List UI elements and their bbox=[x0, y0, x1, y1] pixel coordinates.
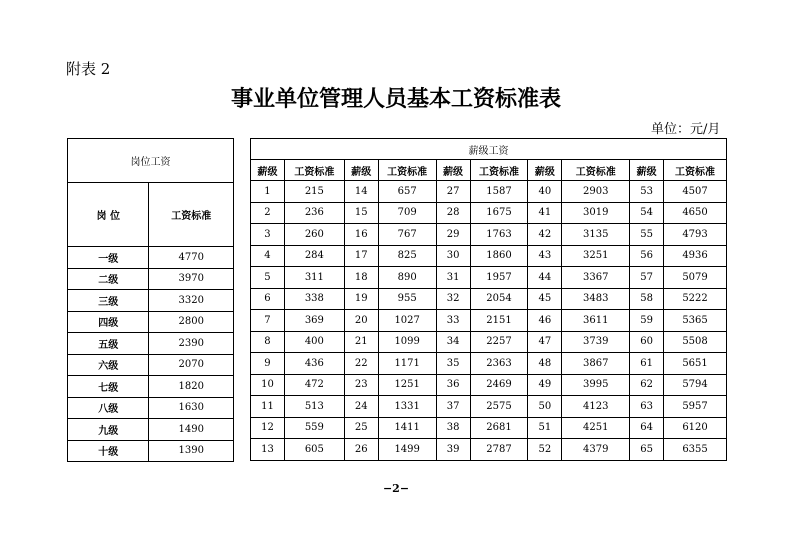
grade-salary-value: 3995 bbox=[562, 374, 630, 396]
grade-salary-value: 5508 bbox=[664, 331, 727, 353]
table-row bbox=[68, 247, 234, 269]
table-row bbox=[68, 419, 234, 441]
grade-number: 19 bbox=[344, 288, 378, 310]
position-col-header: 岗 位 bbox=[68, 183, 149, 247]
grade-number: 15 bbox=[344, 202, 378, 224]
table-row bbox=[251, 353, 727, 375]
grade-salary-value: 1411 bbox=[378, 417, 436, 439]
grade-number: 11 bbox=[251, 396, 285, 418]
grade-salary-value: 3739 bbox=[562, 331, 630, 353]
position-salary-value: 1630 bbox=[149, 397, 234, 419]
grade-number: 1 bbox=[251, 181, 285, 203]
position-standard-col-header: 工资标准 bbox=[149, 183, 234, 247]
grade-number: 20 bbox=[344, 310, 378, 332]
grade-salary-value: 6355 bbox=[664, 439, 727, 461]
table-row bbox=[251, 245, 727, 267]
position-level: 九级 bbox=[68, 419, 149, 441]
grade-number: 3 bbox=[251, 224, 285, 246]
grade-salary-value: 436 bbox=[284, 353, 344, 375]
position-level: 二级 bbox=[68, 268, 149, 290]
grade-salary-value: 1251 bbox=[378, 374, 436, 396]
table-row bbox=[251, 288, 727, 310]
position-salary-value: 4770 bbox=[149, 247, 234, 269]
grade-salary-value: 4650 bbox=[664, 202, 727, 224]
grade-number: 12 bbox=[251, 417, 285, 439]
grade-salary-value: 4123 bbox=[562, 396, 630, 418]
grade-salary-value: 311 bbox=[284, 267, 344, 289]
table-row bbox=[68, 376, 234, 398]
position-level: 七级 bbox=[68, 376, 149, 398]
grade-salary-value: 2363 bbox=[470, 353, 528, 375]
grade-col-header: 薪级 bbox=[630, 160, 664, 181]
grade-salary-value: 3135 bbox=[562, 224, 630, 246]
table-row bbox=[68, 397, 234, 419]
table-row bbox=[68, 354, 234, 376]
grade-number: 13 bbox=[251, 439, 285, 461]
grade-salary-value: 3251 bbox=[562, 245, 630, 267]
grade-col-header: 薪级 bbox=[528, 160, 562, 181]
grade-number: 63 bbox=[630, 396, 664, 418]
grade-salary-value: 4251 bbox=[562, 417, 630, 439]
table-row bbox=[68, 333, 234, 355]
grade-number: 41 bbox=[528, 202, 562, 224]
grade-salary-value: 1331 bbox=[378, 396, 436, 418]
grade-number: 31 bbox=[436, 267, 470, 289]
grade-number: 21 bbox=[344, 331, 378, 353]
grade-number: 50 bbox=[528, 396, 562, 418]
grade-number: 49 bbox=[528, 374, 562, 396]
appendix-label: 附表 2 bbox=[66, 60, 111, 78]
grade-number: 8 bbox=[251, 331, 285, 353]
grade-number: 52 bbox=[528, 439, 562, 461]
grade-salary-value: 4936 bbox=[664, 245, 727, 267]
grade-salary-value: 3611 bbox=[562, 310, 630, 332]
grade-number: 25 bbox=[344, 417, 378, 439]
grade-number: 61 bbox=[630, 353, 664, 375]
grade-salary-value: 5794 bbox=[664, 374, 727, 396]
position-level: 三级 bbox=[68, 290, 149, 312]
grade-number: 28 bbox=[436, 202, 470, 224]
position-salary-value: 2800 bbox=[149, 311, 234, 333]
grade-salary-value: 5079 bbox=[664, 267, 727, 289]
grade-salary-value: 3483 bbox=[562, 288, 630, 310]
grade-number: 45 bbox=[528, 288, 562, 310]
grade-number: 58 bbox=[630, 288, 664, 310]
grade-number: 47 bbox=[528, 331, 562, 353]
grade-salary-value: 3019 bbox=[562, 202, 630, 224]
grade-salary-value: 513 bbox=[284, 396, 344, 418]
grade-number: 36 bbox=[436, 374, 470, 396]
position-salary-value: 3320 bbox=[149, 290, 234, 312]
grade-salary-value: 2469 bbox=[470, 374, 528, 396]
position-salary-value: 1490 bbox=[149, 419, 234, 441]
position-level: 十级 bbox=[68, 440, 149, 462]
grade-number: 34 bbox=[436, 331, 470, 353]
grade-number: 57 bbox=[630, 267, 664, 289]
grade-salary-value: 3867 bbox=[562, 353, 630, 375]
grade-number: 6 bbox=[251, 288, 285, 310]
grade-salary-value: 236 bbox=[284, 202, 344, 224]
grade-number: 4 bbox=[251, 245, 285, 267]
grade-number: 14 bbox=[344, 181, 378, 203]
grade-salary-value: 1587 bbox=[470, 181, 528, 203]
grade-salary-value: 1171 bbox=[378, 353, 436, 375]
grade-number: 54 bbox=[630, 202, 664, 224]
grade-salary-value: 1499 bbox=[378, 439, 436, 461]
grade-salary-value: 1099 bbox=[378, 331, 436, 353]
grade-number: 59 bbox=[630, 310, 664, 332]
position-level: 八级 bbox=[68, 397, 149, 419]
page-title: 事业单位管理人员基本工资标准表 bbox=[230, 86, 561, 112]
grade-number: 22 bbox=[344, 353, 378, 375]
grade-number: 5 bbox=[251, 267, 285, 289]
grade-number: 51 bbox=[528, 417, 562, 439]
grade-salary-value: 2903 bbox=[562, 181, 630, 203]
grade-salary-value: 4379 bbox=[562, 439, 630, 461]
grade-number: 40 bbox=[528, 181, 562, 203]
grade-number: 17 bbox=[344, 245, 378, 267]
table-row bbox=[251, 439, 727, 461]
grade-number: 65 bbox=[630, 439, 664, 461]
grade-salary-value: 284 bbox=[284, 245, 344, 267]
grade-number: 33 bbox=[436, 310, 470, 332]
table-row bbox=[251, 310, 727, 332]
grade-salary-value: 825 bbox=[378, 245, 436, 267]
position-salary-value: 1820 bbox=[149, 376, 234, 398]
position-level: 五级 bbox=[68, 333, 149, 355]
grade-salary-value: 605 bbox=[284, 439, 344, 461]
grade-number: 30 bbox=[436, 245, 470, 267]
grade-salary-value: 2681 bbox=[470, 417, 528, 439]
grade-number: 10 bbox=[251, 374, 285, 396]
grade-number: 2 bbox=[251, 202, 285, 224]
position-level: 六级 bbox=[68, 354, 149, 376]
grade-standard-col-header: 工资标准 bbox=[284, 160, 344, 181]
position-salary-value: 2390 bbox=[149, 333, 234, 355]
grade-salary-value: 215 bbox=[284, 181, 344, 203]
grade-number: 29 bbox=[436, 224, 470, 246]
grade-salary-value: 559 bbox=[284, 417, 344, 439]
grade-table-header: 薪级工资 bbox=[251, 139, 727, 160]
grade-standard-col-header: 工资标准 bbox=[470, 160, 528, 181]
grade-number: 27 bbox=[436, 181, 470, 203]
grade-salary-value: 2054 bbox=[470, 288, 528, 310]
grade-number: 32 bbox=[436, 288, 470, 310]
grade-salary-value: 890 bbox=[378, 267, 436, 289]
grade-number: 26 bbox=[344, 439, 378, 461]
grade-number: 7 bbox=[251, 310, 285, 332]
table-row bbox=[251, 396, 727, 418]
grade-number: 60 bbox=[630, 331, 664, 353]
grade-number: 42 bbox=[528, 224, 562, 246]
table-row bbox=[251, 374, 727, 396]
grade-salary-value: 472 bbox=[284, 374, 344, 396]
grade-salary-value: 5365 bbox=[664, 310, 727, 332]
grade-number: 23 bbox=[344, 374, 378, 396]
grade-salary-value: 4507 bbox=[664, 181, 727, 203]
grade-number: 62 bbox=[630, 374, 664, 396]
table-row bbox=[251, 267, 727, 289]
grade-standard-col-header: 工资标准 bbox=[664, 160, 727, 181]
grade-salary-value: 1027 bbox=[378, 310, 436, 332]
table-row bbox=[68, 440, 234, 462]
position-level: 一级 bbox=[68, 247, 149, 269]
position-salary-value: 1390 bbox=[149, 440, 234, 462]
table-row bbox=[251, 331, 727, 353]
grade-standard-col-header: 工资标准 bbox=[562, 160, 630, 181]
grade-number: 24 bbox=[344, 396, 378, 418]
position-table-header: 岗位工资 bbox=[68, 139, 234, 183]
table-row bbox=[68, 268, 234, 290]
grade-number: 56 bbox=[630, 245, 664, 267]
grade-number: 39 bbox=[436, 439, 470, 461]
grade-salary-value: 369 bbox=[284, 310, 344, 332]
grade-salary-value: 5651 bbox=[664, 353, 727, 375]
grade-salary-value: 955 bbox=[378, 288, 436, 310]
grade-number: 64 bbox=[630, 417, 664, 439]
grade-salary-table bbox=[250, 138, 727, 461]
grade-number: 16 bbox=[344, 224, 378, 246]
grade-number: 44 bbox=[528, 267, 562, 289]
page-number: −2− bbox=[382, 482, 410, 495]
grade-col-header: 薪级 bbox=[344, 160, 378, 181]
grade-number: 35 bbox=[436, 353, 470, 375]
grade-number: 18 bbox=[344, 267, 378, 289]
grade-number: 53 bbox=[630, 181, 664, 203]
table-row bbox=[68, 290, 234, 312]
grade-salary-value: 5222 bbox=[664, 288, 727, 310]
position-salary-value: 3970 bbox=[149, 268, 234, 290]
table-row bbox=[68, 311, 234, 333]
grade-salary-value: 1957 bbox=[470, 267, 528, 289]
grade-salary-value: 260 bbox=[284, 224, 344, 246]
grade-salary-value: 338 bbox=[284, 288, 344, 310]
table-row bbox=[251, 417, 727, 439]
grade-salary-value: 400 bbox=[284, 331, 344, 353]
grade-number: 46 bbox=[528, 310, 562, 332]
grade-salary-value: 767 bbox=[378, 224, 436, 246]
grade-salary-value: 2257 bbox=[470, 331, 528, 353]
grade-salary-value: 709 bbox=[378, 202, 436, 224]
position-salary-table bbox=[67, 138, 234, 462]
grade-col-header: 薪级 bbox=[251, 160, 285, 181]
unit-label: 单位：元/月 bbox=[651, 122, 721, 137]
grade-salary-value: 2151 bbox=[470, 310, 528, 332]
grade-salary-value: 4793 bbox=[664, 224, 727, 246]
grade-standard-col-header: 工资标准 bbox=[378, 160, 436, 181]
grade-number: 38 bbox=[436, 417, 470, 439]
grade-salary-value: 2575 bbox=[470, 396, 528, 418]
grade-number: 37 bbox=[436, 396, 470, 418]
table-row bbox=[251, 181, 727, 203]
grade-salary-value: 6120 bbox=[664, 417, 727, 439]
position-level: 四级 bbox=[68, 311, 149, 333]
grade-number: 55 bbox=[630, 224, 664, 246]
grade-salary-value: 1763 bbox=[470, 224, 528, 246]
grade-number: 48 bbox=[528, 353, 562, 375]
grade-col-header: 薪级 bbox=[436, 160, 470, 181]
table-row bbox=[251, 202, 727, 224]
grade-salary-value: 1860 bbox=[470, 245, 528, 267]
table-row bbox=[251, 224, 727, 246]
grade-salary-value: 1675 bbox=[470, 202, 528, 224]
grade-salary-value: 5957 bbox=[664, 396, 727, 418]
grade-salary-value: 3367 bbox=[562, 267, 630, 289]
grade-salary-value: 2787 bbox=[470, 439, 528, 461]
position-salary-value: 2070 bbox=[149, 354, 234, 376]
grade-number: 43 bbox=[528, 245, 562, 267]
grade-salary-value: 657 bbox=[378, 181, 436, 203]
grade-number: 9 bbox=[251, 353, 285, 375]
